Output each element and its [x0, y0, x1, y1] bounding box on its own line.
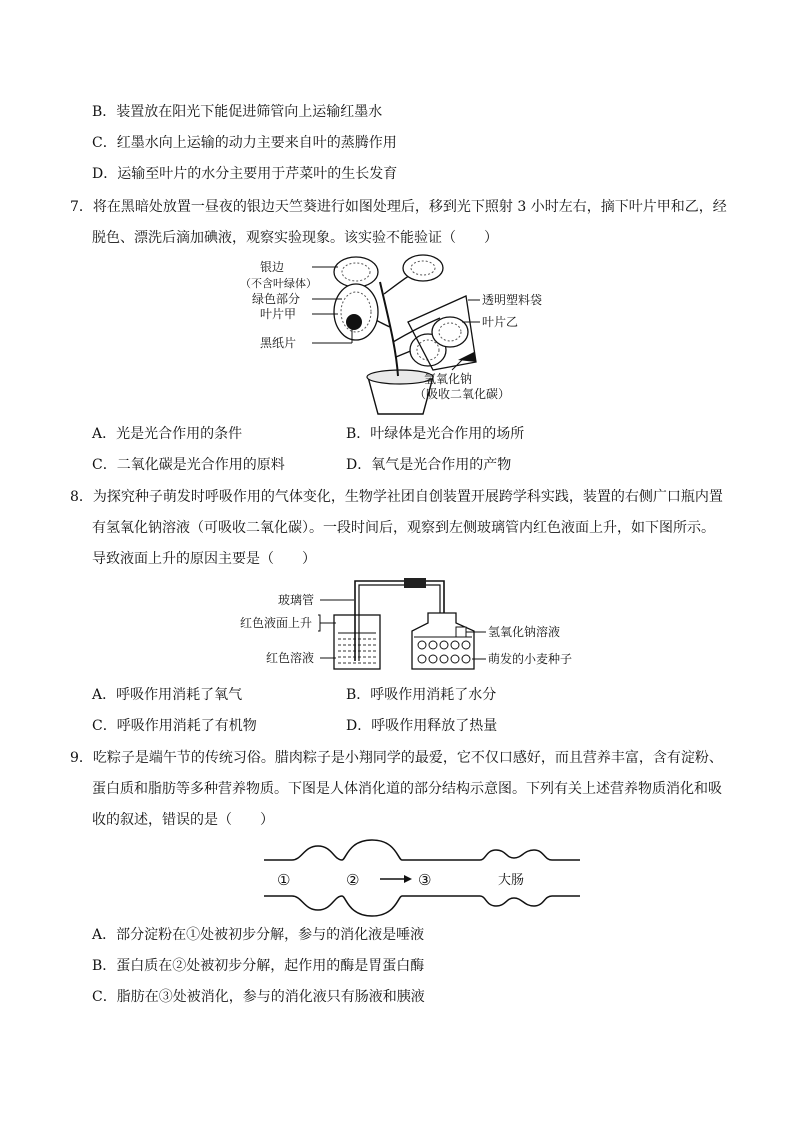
- label-naoh: 氢氧化钠: [424, 372, 473, 386]
- q7-option-a: A．光是光合作用的条件: [92, 426, 243, 442]
- label-naoh-solution: 氢氧化钠溶液: [488, 625, 561, 639]
- q8-option-b: B．呼吸作用消耗了水分: [346, 687, 497, 703]
- label-leaf-a: 叶片甲: [260, 307, 297, 321]
- label-seeds: 萌发的小麦种子: [488, 652, 573, 666]
- label-2: ②: [346, 871, 360, 889]
- q7-option-d: D．氧气是光合作用的产物: [346, 457, 512, 473]
- q9-stem-line-3: 收的叙述，错误的是（ ）: [92, 812, 274, 828]
- q6-option-d: D．运输至叶片的水分主要用于芹菜叶的生长发育: [92, 166, 398, 182]
- q9-option-c: C．脂肪在③处被消化，参与的消化液只有肠液和胰液: [92, 989, 425, 1005]
- q7-stem-line-2: 脱色、漂洗后滴加碘液，观察实验现象。该实验不能验证（ ）: [92, 230, 498, 246]
- label-red-solution: 红色溶液: [266, 651, 315, 665]
- label-no-chlorophyll: （不含叶绿体）: [240, 277, 317, 290]
- q8-stem-line-2: 有氢氧化钠溶液（可吸收二氧化碳）。一段时间后，观察到左侧玻璃管内红色液面上升，如下图所示。: [92, 520, 715, 536]
- label-glass-tube: 玻璃管: [278, 593, 315, 607]
- label-black-paper: 黑纸片: [260, 336, 297, 350]
- label-3: ③: [418, 871, 432, 889]
- q6-option-c: C．红墨水向上运输的动力主要来自叶的蒸腾作用: [92, 135, 397, 151]
- label-absorb-co2: （吸收二氧化碳）: [414, 387, 511, 401]
- q8-apparatus-figure: [236, 575, 596, 673]
- q8-stem-line-3: 导致液面上升的原因主要是（ ）: [92, 551, 316, 567]
- q7-option-c: C．二氧化碳是光合作用的原料: [92, 457, 285, 473]
- label-leaf-b: 叶片乙: [482, 315, 519, 329]
- q6-option-b: B．装置放在阳光下能促进筛管向上运输红墨水: [92, 104, 383, 120]
- q9-option-a: A．部分淀粉在①处被初步分解，参与的消化液是唾液: [92, 927, 425, 943]
- q8-stem-line-1: 8．为探究种子萌发时呼吸作用的气体变化，生物学社团自创装置开展跨学科实践，装置的右侧广口瓶内置: [70, 489, 723, 505]
- q7-plant-figure: [238, 252, 558, 422]
- q8-option-a: A．呼吸作用消耗了氧气: [92, 687, 243, 703]
- q8-option-c: C．呼吸作用消耗了有机物: [92, 718, 257, 734]
- label-1: ①: [277, 871, 291, 889]
- label-red-rise: 红色液面上升: [240, 616, 313, 630]
- label-plastic-bag: 透明塑料袋: [482, 293, 543, 307]
- label-silver-edge: 银边: [260, 260, 285, 274]
- q9-option-b: B．蛋白质在②处被初步分解，起作用的酶是胃蛋白酶: [92, 958, 425, 974]
- q9-digestive-tract-figure: [262, 838, 582, 918]
- q9-stem-line-2: 蛋白质和脂肪等多种营养物质。下图是人体消化道的部分结构示意图。下列有关上述营养物质消化和吸: [92, 781, 722, 797]
- label-green-part: 绿色部分: [252, 292, 301, 306]
- q7-option-b: B．叶绿体是光合作用的场所: [346, 426, 525, 442]
- q8-option-d: D．呼吸作用释放了热量: [346, 718, 498, 734]
- q9-stem-line-1: 9．吃粽子是端午节的传统习俗。腊肉粽子是小翔同学的最爱，它不仅口感好，而且营养丰富，含有淀粉、: [70, 750, 723, 766]
- label-large-intestine: 大肠: [498, 873, 525, 888]
- q7-stem-line-1: 7．将在黑暗处放置一昼夜的银边天竺葵进行如图处理后，移到光下照射 3 小时左右，摘下叶片甲和乙，经: [70, 199, 727, 215]
